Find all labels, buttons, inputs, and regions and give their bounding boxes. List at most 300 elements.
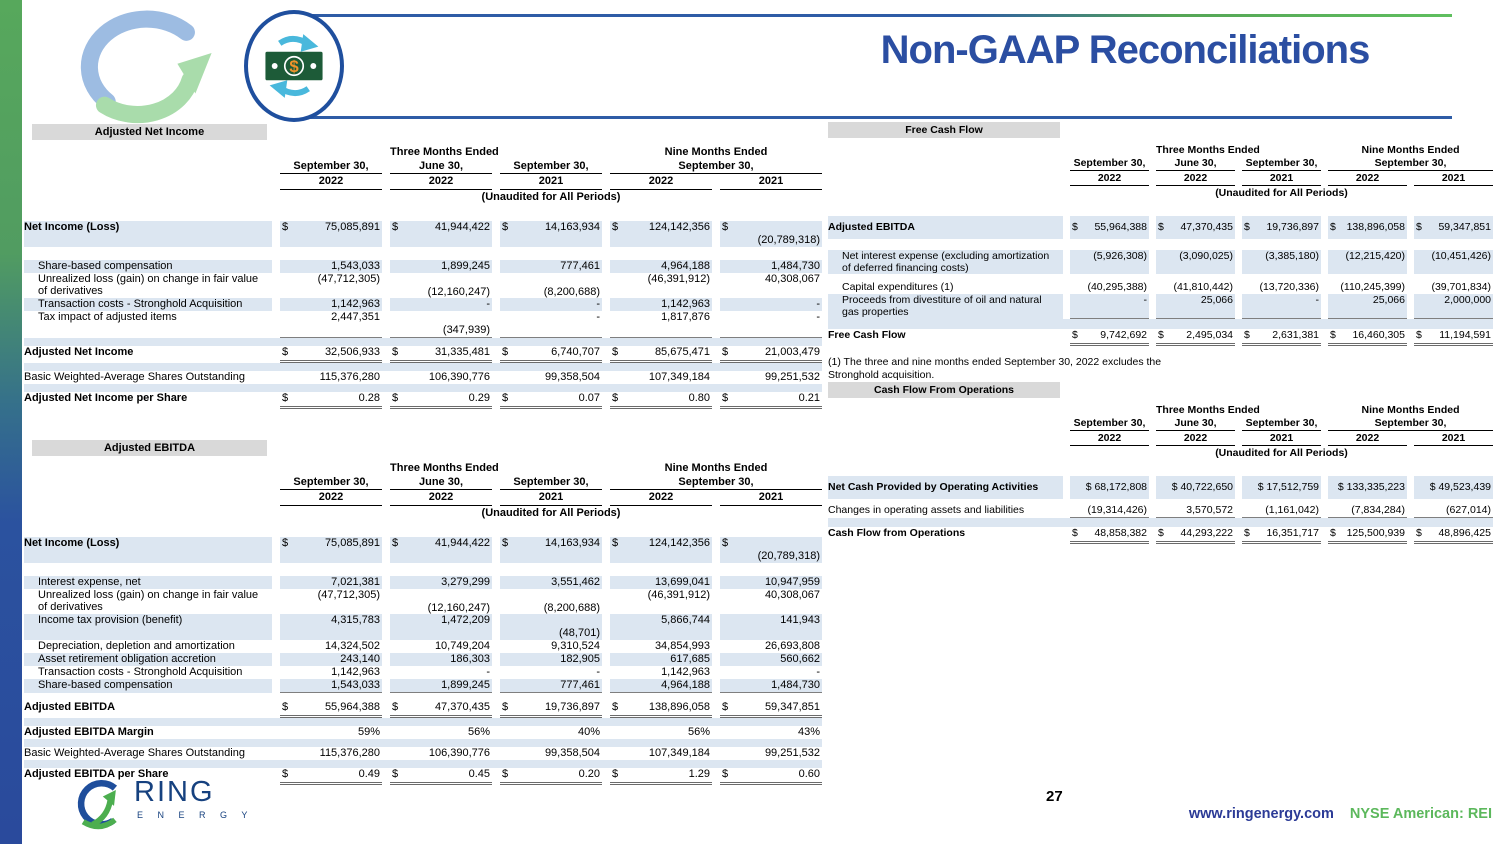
cell-value: 34,854,993	[654, 640, 710, 653]
cell-value: (39,701,834)	[1431, 281, 1491, 294]
table-cell	[720, 679, 822, 693]
cell-value: (47,712,305)	[317, 588, 380, 601]
table-cell	[1156, 504, 1235, 518]
table-cell	[720, 298, 822, 311]
column-date: June 30,	[390, 476, 492, 491]
column-group-nine-months: Nine Months Ended	[1361, 404, 1460, 416]
cell-value: 9,310,524	[551, 640, 600, 653]
column-group-three-months: Three Months Ended	[390, 462, 499, 474]
cell-value: 2,631,381	[1272, 328, 1319, 341]
cell-value: -	[596, 666, 600, 679]
cell-value: $ 17,512,759	[1257, 481, 1319, 494]
table-cell	[610, 653, 712, 666]
table-cell	[500, 260, 602, 273]
adjusted-net-income-table	[24, 124, 824, 409]
table-cell	[610, 392, 712, 409]
table-cell	[1156, 527, 1235, 544]
table-cell	[390, 221, 492, 247]
table-cell	[720, 614, 822, 640]
column-year: 2021	[1242, 432, 1321, 446]
cell-value: (110,245,399)	[1340, 281, 1405, 294]
cell-value: 55,964,388	[324, 701, 380, 714]
table-cell	[1070, 527, 1149, 544]
table-cell	[1156, 476, 1235, 499]
row-label: Interest expense, net	[24, 576, 272, 589]
table-cell	[500, 653, 602, 666]
column-date: September 30,	[1070, 417, 1149, 431]
dollar-sign: $	[722, 392, 729, 405]
table-cell	[1328, 527, 1407, 544]
table-cell	[1156, 294, 1235, 318]
table-cell	[610, 260, 712, 273]
svg-text:$: $	[289, 56, 299, 76]
table-cell	[280, 298, 382, 311]
dollar-sign: $	[282, 701, 289, 714]
cell-value: 0.21	[798, 392, 820, 405]
table-cell	[1328, 281, 1407, 294]
table-cell	[610, 640, 712, 653]
cell-value: (10,451,426)	[1431, 250, 1491, 263]
cell-value: -	[1143, 294, 1147, 307]
table-cell	[390, 371, 492, 384]
table-cell	[1242, 250, 1321, 274]
row-label: Transaction costs - Stronghold Acquisition	[24, 298, 272, 311]
row-spacer	[24, 760, 822, 768]
column-year: 2022	[390, 491, 492, 506]
column-year: 2022	[1070, 172, 1149, 186]
cell-value: -	[816, 666, 820, 679]
dollar-sign: $	[612, 392, 619, 405]
cell-value: 4,964,188	[661, 259, 710, 272]
table-cell	[390, 537, 492, 563]
table-cell	[390, 679, 492, 693]
cell-value: 560,662	[780, 653, 820, 666]
row-spacer	[24, 739, 822, 747]
table-cell	[720, 371, 822, 384]
money-cycle-icon	[244, 10, 344, 122]
table-cell	[500, 576, 602, 589]
table-cell	[390, 768, 492, 785]
dollar-sign: $	[1244, 328, 1250, 341]
column-year: 2022	[390, 175, 492, 190]
cell-value: 16,460,305	[1352, 328, 1405, 341]
dollar-sign: $	[502, 346, 509, 359]
column-year: 2021	[500, 175, 602, 190]
row-label: Cash Flow from Operations	[828, 527, 966, 540]
free-cash-flow-table	[828, 122, 1494, 382]
table-cell	[1414, 329, 1493, 346]
table-grid	[828, 144, 1494, 346]
cell-value: 115,376,280	[319, 371, 380, 384]
table-cell	[390, 747, 492, 760]
cell-value: 48,896,425	[1438, 527, 1491, 540]
cell-value: (46,391,912)	[647, 272, 710, 285]
table-grid	[24, 146, 824, 409]
cell-value: 41,944,422	[434, 220, 490, 233]
dollar-sign: $	[722, 220, 729, 233]
table-cell	[1156, 216, 1235, 239]
column-date: June 30,	[1156, 157, 1235, 171]
cell-value: 0.28	[358, 392, 380, 405]
banner-top-line	[292, 14, 1452, 17]
dollar-sign: $	[392, 392, 399, 405]
dollar-sign: $	[392, 768, 399, 781]
table-cell	[610, 614, 712, 640]
unaudited-note: (Unaudited for All Periods)	[481, 506, 621, 519]
cell-value: 3,570,572	[1186, 504, 1233, 517]
table-cell	[720, 747, 822, 760]
cell-value: -	[486, 666, 490, 679]
table-cell	[720, 653, 822, 666]
table-cell	[720, 537, 822, 563]
table-cell	[280, 371, 382, 384]
column-date: September 30,	[610, 476, 822, 491]
dollar-sign: $	[612, 536, 619, 549]
cell-value: 99,251,532	[764, 747, 820, 760]
table-cell	[1242, 281, 1321, 294]
table-cell	[720, 589, 822, 615]
brand-name: RING	[134, 776, 215, 808]
row-spacer	[24, 247, 822, 260]
table-cell	[1156, 329, 1235, 346]
table-grid	[24, 462, 824, 785]
cell-value: (8,200,688)	[543, 285, 600, 298]
column-group-three-months: Three Months Ended	[390, 146, 499, 158]
cell-value: $ 40,722,650	[1171, 481, 1233, 494]
cell-value: 186,303	[450, 653, 490, 666]
column-group-nine-months: Nine Months Ended	[1361, 144, 1460, 156]
table-cell	[390, 701, 492, 718]
table-cell	[280, 701, 382, 718]
cell-value: -	[816, 311, 820, 324]
row-spacer	[24, 338, 822, 346]
table-cell	[390, 589, 492, 615]
table-cell	[720, 666, 822, 679]
cell-value: 40,308,067	[764, 272, 820, 285]
dollar-sign: $	[1158, 527, 1164, 540]
cell-value: (3,090,025)	[1179, 250, 1233, 263]
table-title-bar: Adjusted EBITDA	[32, 440, 267, 456]
row-spacer	[24, 363, 822, 371]
column-year: 2022	[1070, 432, 1149, 446]
cell-value: 1,543,033	[331, 259, 380, 272]
website-link[interactable]: www.ringenergy.com	[1188, 806, 1334, 822]
cell-value: (41,810,442)	[1173, 281, 1233, 294]
dollar-sign: $	[282, 536, 289, 549]
cell-value: (47,712,305)	[317, 272, 380, 285]
ring-energy-swirl-icon	[72, 776, 128, 832]
cell-value: 43%	[797, 726, 820, 739]
table-title-bar: Free Cash Flow	[828, 122, 1060, 138]
dollar-sign: $	[1330, 221, 1336, 234]
row-label: Unrealized loss (gain) on change in fair value of derivatives	[38, 272, 259, 298]
dollar-sign: $	[502, 701, 509, 714]
cell-value: $ 68,172,808	[1085, 481, 1147, 494]
cell-value: 56%	[467, 726, 490, 739]
table-cell	[1242, 294, 1321, 318]
table-cell	[280, 537, 382, 563]
table-cell	[1414, 250, 1493, 274]
cell-value: (20,789,318)	[757, 550, 820, 563]
table-cell	[280, 260, 382, 273]
brand-subname: E N E R G Y	[137, 810, 254, 820]
dollar-sign: $	[502, 768, 509, 781]
cell-value: 1.29	[688, 768, 710, 781]
cell-value: 47,370,435	[434, 701, 490, 714]
table-cell	[720, 311, 822, 338]
cell-value: 32,506,933	[324, 346, 380, 359]
column-date: June 30,	[390, 160, 492, 175]
cell-value: (12,160,247)	[427, 601, 490, 614]
cell-value: 4,315,783	[331, 614, 380, 627]
row-label: Proceeds from divestiture of oil and natural gas properties	[828, 294, 1063, 318]
row-label: Net Income (Loss)	[24, 537, 272, 563]
table-cell	[280, 679, 382, 693]
cell-value: 777,461	[560, 679, 600, 692]
cell-value: 75,085,891	[324, 536, 380, 549]
row-spacer	[24, 384, 822, 392]
column-date: September 30,	[610, 160, 822, 175]
cell-value: 106,390,776	[428, 371, 490, 384]
cell-value: 59,347,851	[764, 701, 820, 714]
row-spacer	[24, 693, 822, 701]
cell-value: 617,685	[670, 653, 710, 666]
cell-value: 1,484,730	[771, 679, 820, 692]
table-cell	[1070, 216, 1149, 239]
table-cell	[1242, 504, 1321, 518]
cell-value: 19,736,897	[1266, 221, 1319, 234]
cell-value: 1,484,730	[771, 259, 820, 272]
table-cell	[500, 298, 602, 311]
row-spacer	[828, 200, 1493, 216]
cell-value: $ 133,335,223	[1337, 481, 1405, 494]
cell-value: 5,866,744	[661, 614, 710, 627]
dollar-sign: $	[1416, 527, 1422, 540]
table-cell	[1328, 250, 1407, 274]
row-label: Unrealized loss (gain) on change in fair value of derivatives	[38, 588, 259, 614]
table-cell	[1156, 281, 1235, 294]
table-cell	[1414, 476, 1493, 499]
column-year: 2022	[610, 175, 712, 190]
cell-value: 1,472,209	[441, 614, 490, 627]
dollar-sign: $	[282, 768, 289, 781]
table-cell	[500, 747, 602, 760]
column-date: September 30,	[280, 476, 382, 491]
cell-value: 1,817,876	[661, 311, 710, 324]
cell-value: 107,349,184	[648, 371, 710, 384]
cell-value: 1,543,033	[331, 679, 380, 692]
column-group-nine-months: Nine Months Ended	[664, 462, 768, 474]
cell-value: 75,085,891	[324, 220, 380, 233]
table-cell	[720, 576, 822, 589]
table-cell	[390, 640, 492, 653]
table-cell	[1070, 294, 1149, 318]
cell-value: (20,789,318)	[757, 234, 820, 247]
table-cell	[390, 653, 492, 666]
cell-value: 243,140	[340, 653, 380, 666]
table-cell	[280, 614, 382, 640]
cell-value: -	[486, 298, 490, 311]
row-label: Net interest expense (excluding amortization of deferred financing costs)	[828, 250, 1063, 274]
table-cell	[280, 273, 382, 299]
cell-value: 19,736,897	[544, 701, 600, 714]
cell-value: 3,551,462	[551, 575, 600, 588]
column-year: 2022	[1156, 172, 1235, 186]
cell-value: 40%	[577, 726, 600, 739]
cell-value: 1,142,963	[331, 666, 380, 679]
cell-value: 0.49	[358, 768, 380, 781]
page-number: 27	[1046, 788, 1063, 805]
cell-value: 0.29	[468, 392, 490, 405]
cell-value: 59,347,851	[1438, 221, 1491, 234]
dollar-sign: $	[612, 701, 619, 714]
row-spacer	[828, 274, 1493, 281]
row-spacer	[828, 518, 1493, 527]
row-spacer	[24, 205, 822, 221]
table-cell	[1414, 216, 1493, 239]
cell-value: (8,200,688)	[543, 601, 600, 614]
table-cell	[280, 747, 382, 760]
cell-value: 1,142,963	[661, 298, 710, 311]
dollar-sign: $	[1244, 527, 1250, 540]
cell-value: 10,749,204	[434, 640, 490, 653]
dollar-sign: $	[282, 346, 289, 359]
column-date: September 30,	[1070, 157, 1149, 171]
column-date: September 30,	[1242, 417, 1321, 431]
table-cell	[610, 346, 712, 363]
table-cell	[390, 614, 492, 640]
table-cell	[610, 589, 712, 615]
cell-value: 1,142,963	[661, 666, 710, 679]
table-cell	[610, 701, 712, 718]
cell-value: 1,899,245	[441, 259, 490, 272]
table-cell	[280, 666, 382, 679]
cell-value: 141,943	[780, 614, 820, 627]
column-year: 2021	[720, 491, 822, 506]
brand-text	[134, 778, 253, 820]
column-year: 2021	[1414, 172, 1493, 186]
dollar-sign: $	[502, 536, 509, 549]
cell-value: 13,699,041	[654, 575, 710, 588]
cell-value: (46,391,912)	[647, 588, 710, 601]
row-label: Free Cash Flow	[828, 328, 906, 341]
table-cell	[720, 768, 822, 785]
column-date: September 30,	[1242, 157, 1321, 171]
cell-value: 7,021,381	[331, 575, 380, 588]
column-year: 2021	[720, 175, 822, 190]
table-title-bar: Adjusted Net Income	[32, 124, 267, 140]
dollar-sign: $	[1416, 221, 1422, 234]
cell-value: 777,461	[560, 259, 600, 272]
table-cell	[610, 371, 712, 384]
cash-flow-from-operations-table	[828, 382, 1494, 544]
column-year: 2022	[1328, 432, 1407, 446]
dollar-sign: $	[392, 701, 399, 714]
dollar-sign: $	[1244, 221, 1250, 234]
table-cell	[280, 576, 382, 589]
table-cell	[500, 726, 602, 739]
unaudited-note: (Unaudited for All Periods)	[1215, 447, 1348, 460]
dollar-sign: $	[1330, 328, 1336, 341]
ticker-label: NYSE American: REI	[1349, 806, 1492, 822]
row-label: Share-based compensation	[24, 679, 272, 693]
row-label: Net Cash Provided by Operating Activities	[828, 476, 1063, 499]
table-cell	[500, 666, 602, 679]
cell-value: 85,675,471	[654, 346, 710, 359]
row-label: Changes in operating assets and liabilities	[828, 504, 1025, 517]
cell-value: 14,324,502	[324, 640, 380, 653]
cell-value: 6,740,707	[551, 346, 600, 359]
cell-value: (19,314,426)	[1087, 504, 1147, 517]
table-cell	[500, 614, 602, 640]
unaudited-note: (Unaudited for All Periods)	[481, 190, 621, 203]
cell-value: 2,447,351	[331, 311, 380, 324]
table-cell	[720, 346, 822, 363]
cell-value: 0.80	[688, 392, 710, 405]
table-cell	[720, 273, 822, 299]
table-cell	[720, 726, 822, 739]
table-cell	[1242, 329, 1321, 346]
dollar-sign: $	[612, 346, 619, 359]
cell-value: 14,163,934	[544, 220, 600, 233]
row-label: Net Income (Loss)	[24, 221, 272, 247]
row-label: Depreciation, depletion and amortization	[38, 640, 235, 653]
cell-value: 44,293,222	[1180, 527, 1233, 540]
cell-value: 1,899,245	[441, 679, 490, 692]
dollar-sign: $	[722, 701, 729, 714]
table-cell	[1070, 281, 1149, 294]
cell-value: $ 49,523,439	[1429, 481, 1491, 494]
footnote: (1) The three and nine months ended September 30, 2022 excludes the Stronghold acquisition.	[828, 355, 1162, 381]
table-cell	[1328, 294, 1407, 318]
dollar-sign: $	[722, 346, 729, 359]
cell-value: 138,896,058	[648, 701, 710, 714]
table-cell	[1414, 281, 1493, 294]
ring-energy-logo	[72, 776, 253, 832]
table-cell	[610, 726, 712, 739]
cell-value: 48,858,382	[1094, 527, 1147, 540]
table-cell	[1242, 216, 1321, 239]
cell-value: 99,358,504	[544, 371, 600, 384]
dollar-sign: $	[392, 346, 399, 359]
table-cell	[280, 653, 382, 666]
column-group-three-months: Three Months Ended	[1156, 404, 1260, 416]
table-cell	[390, 298, 492, 311]
cell-value: -	[596, 311, 600, 324]
table-cell	[1070, 329, 1149, 346]
adjusted-ebitda-table	[24, 440, 824, 785]
row-spacer	[24, 521, 822, 537]
dollar-sign: $	[1330, 527, 1336, 540]
cell-value: (3,385,180)	[1265, 250, 1319, 263]
table-cell	[1242, 527, 1321, 544]
column-date: September 30,	[1328, 157, 1493, 171]
dollar-sign: $	[1072, 527, 1078, 540]
cell-value: 106,390,776	[428, 747, 490, 760]
table-cell	[720, 701, 822, 718]
cell-value: 0.45	[468, 768, 490, 781]
table-cell	[500, 768, 602, 785]
table-grid	[828, 404, 1494, 544]
cell-value: 10,947,959	[764, 575, 820, 588]
row-label: Adjusted EBITDA	[828, 216, 1063, 239]
cell-value: 16,351,717	[1266, 527, 1319, 540]
column-year: 2022	[280, 175, 382, 190]
table-cell	[610, 273, 712, 299]
cell-value: 124,142,356	[648, 536, 710, 549]
dollar-sign: $	[1072, 221, 1078, 234]
cell-value: 99,251,532	[764, 371, 820, 384]
